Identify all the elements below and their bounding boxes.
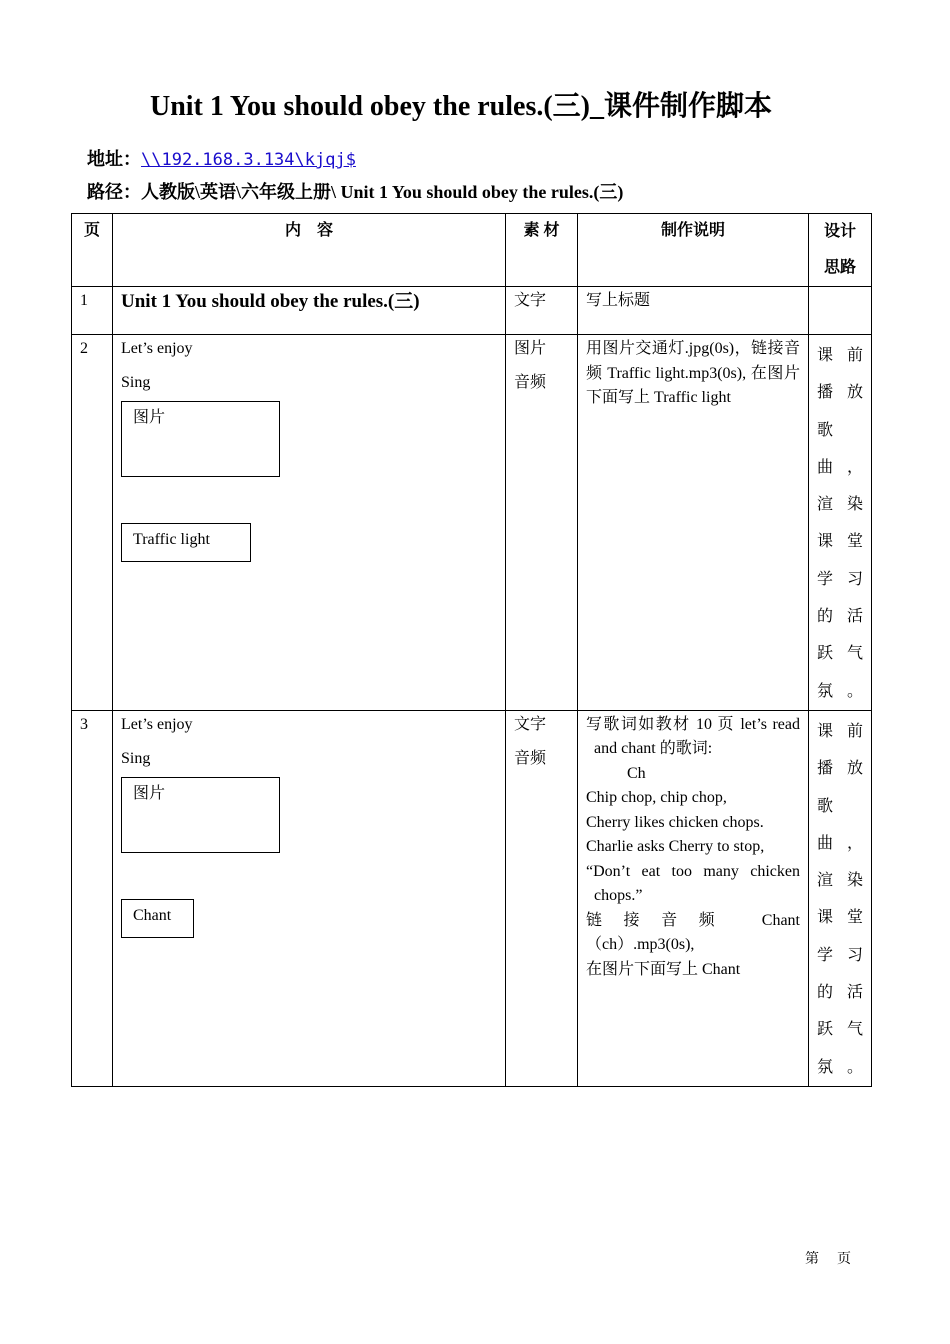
lyric-line: “Don’t eat too many chicken xyxy=(586,862,800,880)
material-image: 图片 xyxy=(514,340,547,357)
lyric-line: Ch xyxy=(627,764,646,782)
document-title: Unit 1 You should obey the rules.(三)_课件制作脚本 xyxy=(149,91,773,122)
row-design: 课 前 播 放 歌曲， 渲 染 课 堂 学 习 的 活 跃 气 氛。 xyxy=(817,347,863,700)
lyric-line: Cherry likes chicken chops. xyxy=(586,813,764,831)
path-line: 路径：人教版\英语\六年级上册\ Unit 1 You should obey the rules.(三) xyxy=(87,182,624,202)
script-table xyxy=(71,213,872,1087)
header-content: 内 容 xyxy=(113,214,506,287)
caption-box xyxy=(121,899,194,938)
row-instructions: 写歌词如教材 10 页 let’s read and chant 的歌词: Ch Chip chop, chip chop, Cherry likes chicken chops. Charlie asks Cherry to stop, “Don’t eat too many chicken chops.” 链接音频 Chant（ch）.mp3(0s), 在图片下面写上 Chant xyxy=(578,711,808,983)
material-audio: 音频 xyxy=(514,749,547,767)
row-page-number: 3 xyxy=(80,715,88,733)
table-row xyxy=(72,287,872,335)
content-line-sing: Sing xyxy=(121,374,151,391)
lyric-line: Charlie asks Cherry to stop, xyxy=(586,838,765,856)
material-audio: 音频 xyxy=(514,374,547,391)
image-placeholder-label: 图片 xyxy=(133,409,166,426)
address-link[interactable]: \\192.168.3.134\kjqj$ xyxy=(141,150,356,170)
lyric-line: chops.” xyxy=(594,887,643,905)
instruction-line: 在图片下面写上 Chant xyxy=(586,960,741,978)
image-placeholder-box xyxy=(121,777,280,853)
content-line-enjoy: Let’s enjoy xyxy=(121,715,193,733)
row-instructions: 写上标题 xyxy=(586,292,651,309)
table-row xyxy=(72,335,872,711)
caption-label: Chant xyxy=(133,906,172,924)
content-line-sing: Sing xyxy=(121,749,151,767)
lyric-line: Chip chop, chip chop, xyxy=(586,789,727,807)
row-instructions: 用图片交通灯.jpg(0s)，链接音频 Traffic light.mp3(0s), 在图片下面写上 Traffic light xyxy=(586,340,800,406)
image-placeholder-box xyxy=(121,401,280,477)
row-page-number: 1 xyxy=(80,292,88,309)
content-line-enjoy: Let’s enjoy xyxy=(121,340,193,357)
caption-label: Traffic light xyxy=(133,531,210,548)
header-design-line1: 设计 xyxy=(823,223,856,240)
header-page: 页 xyxy=(72,214,113,287)
header-design xyxy=(809,214,872,287)
table-header-row xyxy=(72,214,872,287)
row-design: 课 前 播 放 歌曲， 渲 染 课 堂 学 习 的 活 跃 气 氛。 xyxy=(817,722,863,1076)
row-page-number: 2 xyxy=(80,340,88,357)
row-design xyxy=(809,287,871,289)
page-footer: 第 页 xyxy=(805,1252,853,1267)
row-content-title: Unit 1 You should obey the rules.(三) xyxy=(121,291,420,312)
image-placeholder-label: 图片 xyxy=(133,784,166,802)
address-line xyxy=(87,145,356,171)
caption-box xyxy=(121,523,251,562)
instruction-line: 链接音频 Chant（ch）.mp3(0s), xyxy=(586,911,800,954)
row-material: 文字 xyxy=(514,292,547,309)
material-text: 文字 xyxy=(514,715,547,733)
header-instructions: 制作说明 xyxy=(578,214,809,287)
header-design-line2: 思路 xyxy=(823,259,856,276)
address-label: 地址： xyxy=(87,149,141,169)
table-row xyxy=(72,710,872,1086)
header-material: 素 材 xyxy=(506,214,578,287)
